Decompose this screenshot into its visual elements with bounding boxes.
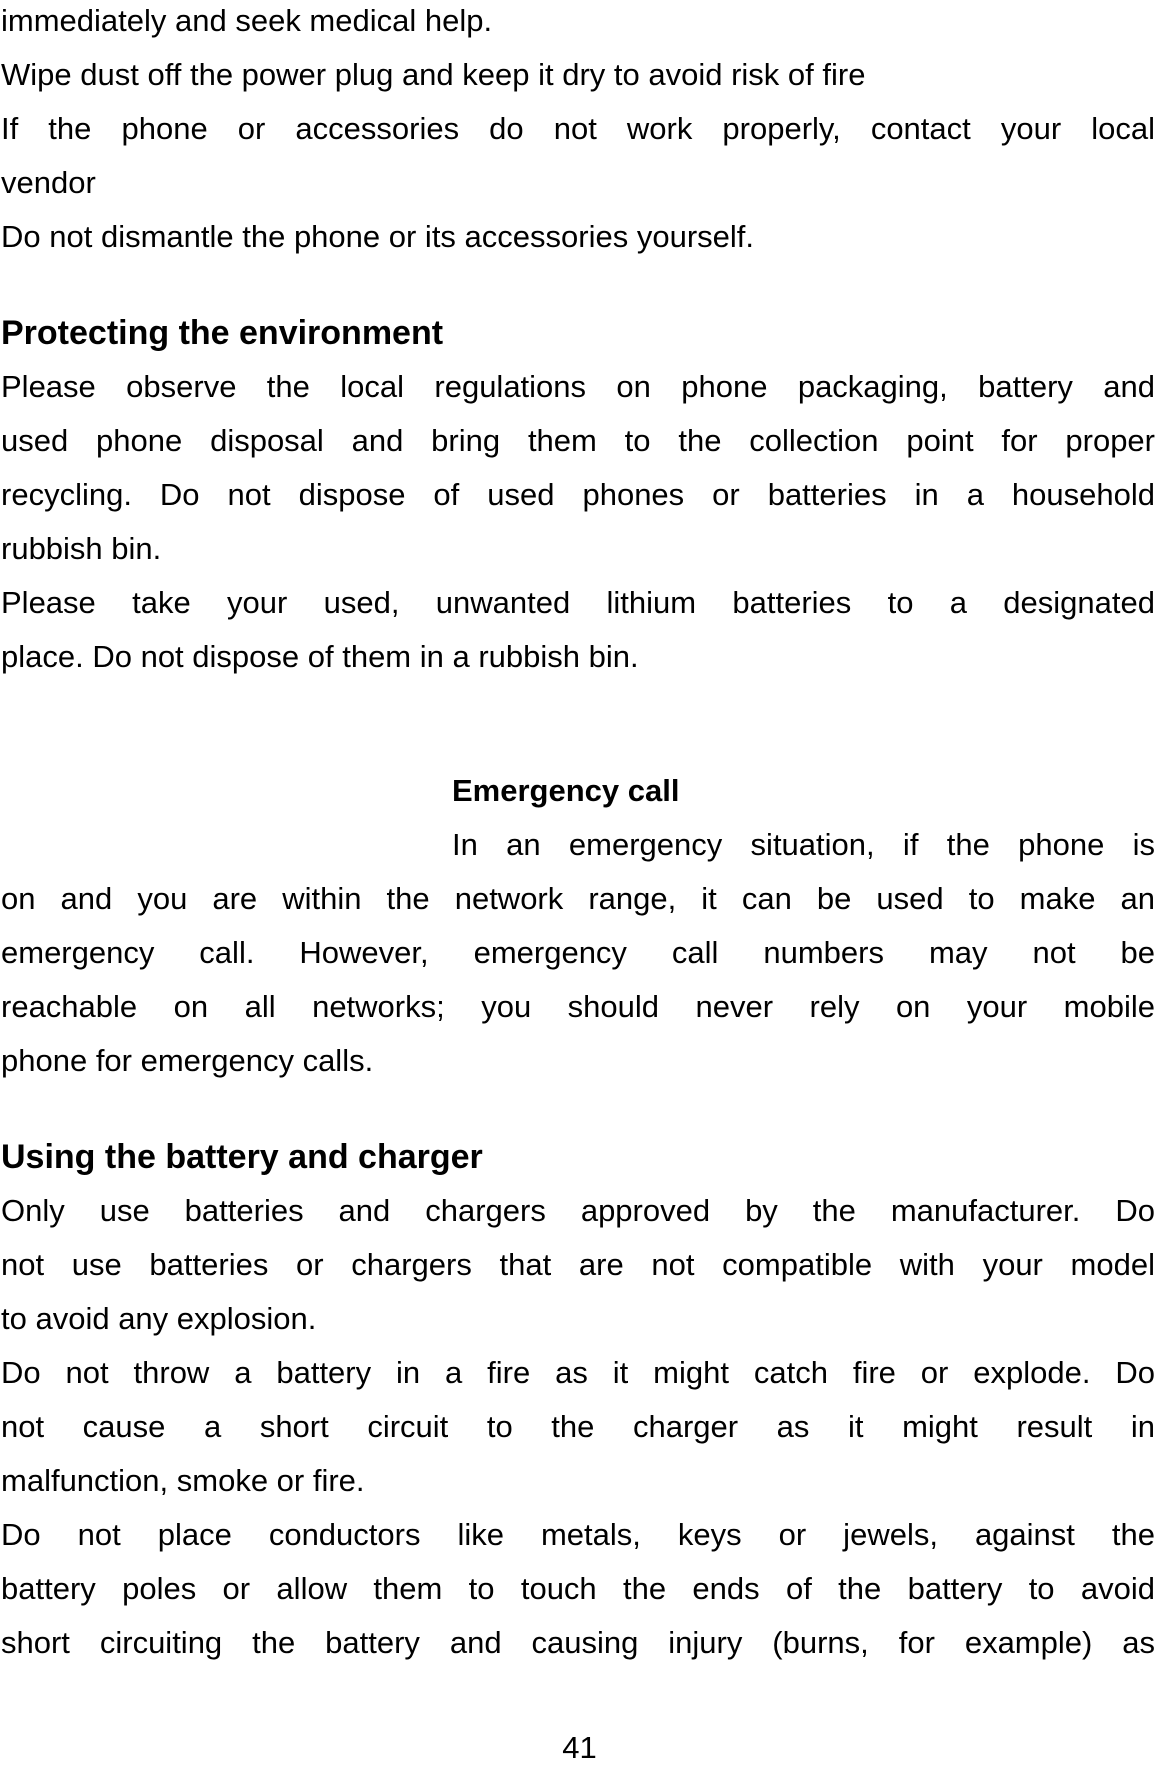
body-line: immediately and seek medical help. xyxy=(1,3,493,38)
section-spacer xyxy=(1,684,1155,764)
body-line: malfunction, smoke or fire. xyxy=(1,1463,365,1498)
body-line: reachable on all networks; you should never rely on your mobile xyxy=(1,989,1155,1024)
body-line: If the phone or accessories do not work properly, contact your local xyxy=(1,111,1155,146)
section-spacer xyxy=(1,264,1155,306)
body-line: battery poles or allow them to touch the ends of the battery to avoid xyxy=(1,1571,1155,1606)
body-line: emergency call. However, emergency call numbers may not be xyxy=(1,935,1155,970)
body-line: on and you are within the network range, it can be used to make an xyxy=(1,881,1155,916)
body-line: Do not place conductors like metals, keys or jewels, against the xyxy=(1,1517,1155,1552)
section-heading-environment: Protecting the environment xyxy=(1,314,444,352)
body-line: not use batteries or chargers that are not compatible with your model xyxy=(1,1247,1155,1282)
page-content xyxy=(1,0,1155,1670)
body-line: Please take your used, unwanted lithium batteries to a designated xyxy=(1,585,1155,620)
page-number: 41 xyxy=(562,1730,597,1765)
body-line: recycling. Do not dispose of used phones or batteries in a household xyxy=(1,477,1155,512)
body-line: Do not throw a battery in a fire as it might catch fire or explode. Do xyxy=(1,1355,1155,1390)
body-line: In an emergency situation, if the phone is xyxy=(452,827,1155,862)
section-spacer xyxy=(1,1088,1155,1130)
body-line: Wipe dust off the power plug and keep it dry to avoid risk of fire xyxy=(1,57,866,92)
section-heading-battery: Using the battery and charger xyxy=(1,1138,483,1176)
body-line: place. Do not dispose of them in a rubbish bin. xyxy=(1,639,639,674)
body-line: not cause a short circuit to the charger as it might result in xyxy=(1,1409,1155,1444)
body-line: Only use batteries and chargers approved by the manufacturer. Do xyxy=(1,1193,1155,1228)
body-line: phone for emergency calls. xyxy=(1,1043,374,1078)
body-line: vendor xyxy=(1,165,96,200)
body-line: rubbish bin. xyxy=(1,531,162,566)
body-line: short circuiting the battery and causing injury (burns, for example) as xyxy=(1,1625,1155,1660)
body-line: used phone disposal and bring them to the collection point for proper xyxy=(1,423,1155,458)
body-line: Please observe the local regulations on phone packaging, battery and xyxy=(1,369,1155,404)
body-line: Do not dismantle the phone or its accessories yourself. xyxy=(1,219,754,254)
section-heading-emergency: Emergency call xyxy=(452,773,680,808)
body-line: to avoid any explosion. xyxy=(1,1301,317,1336)
